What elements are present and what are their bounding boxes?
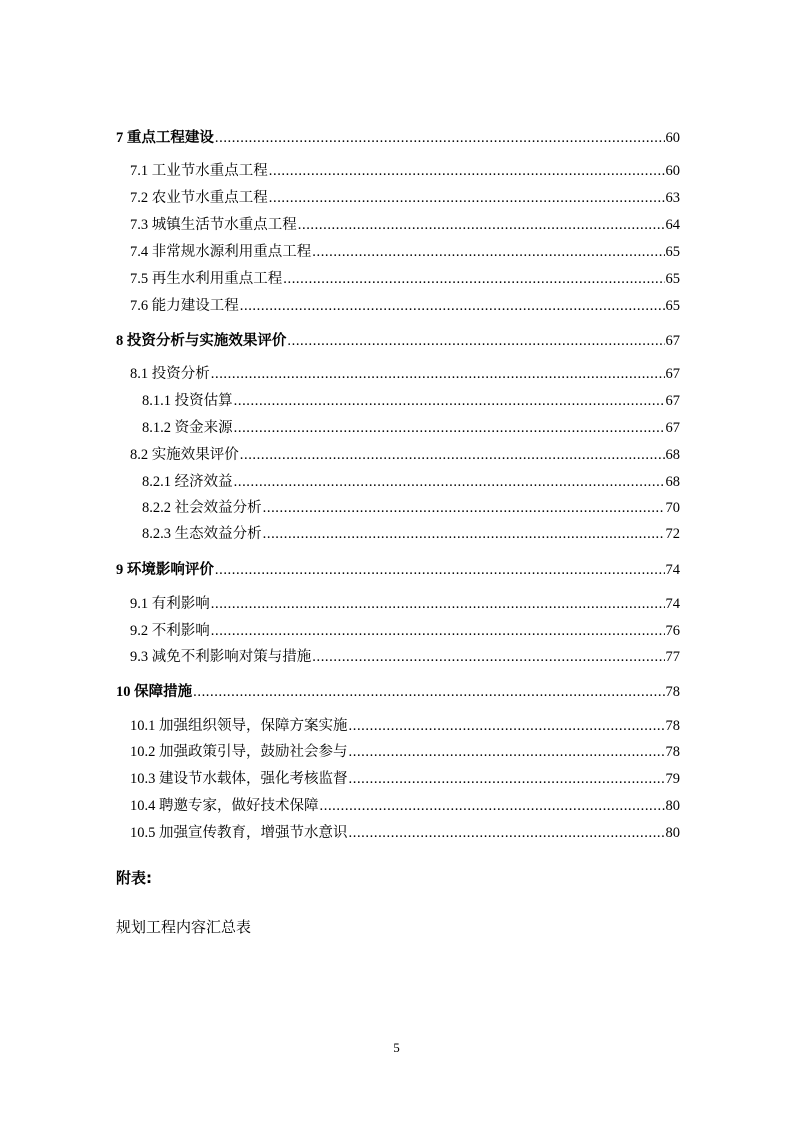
toc-entry-page: 67: [665, 420, 680, 436]
dot-leader: [312, 647, 664, 667]
toc-entry-title: 9.3 减免不利影响对策与措施: [130, 649, 312, 665]
toc-entry[interactable]: [116, 560, 680, 580]
page-number: 5: [393, 1040, 400, 1055]
toc-entry[interactable]: [130, 445, 680, 465]
toc-entry-page: 60: [665, 163, 680, 179]
appendix-item: 规划工程内容汇总表: [116, 918, 252, 936]
dot-leader: [349, 716, 665, 736]
toc-entry[interactable]: [116, 331, 680, 351]
dot-leader: [283, 269, 664, 289]
toc-entry[interactable]: [130, 188, 680, 208]
toc-entry[interactable]: [130, 242, 680, 262]
toc-entry-page: 78: [665, 684, 680, 700]
toc-entry-title: 7.2 农业节水重点工程: [130, 190, 268, 206]
toc-entry-title: 7.5 再生水利用重点工程: [130, 271, 283, 287]
dot-leader: [263, 524, 665, 544]
toc-entry-page: 68: [665, 474, 680, 490]
toc-entry[interactable]: [130, 215, 680, 235]
toc-entry[interactable]: [130, 769, 680, 789]
toc-entry-page: 60: [665, 130, 680, 146]
toc-entry-page: 65: [665, 271, 680, 287]
toc-entry[interactable]: [142, 472, 680, 492]
toc-entry-title: 8.2.3 生态效益分析: [142, 526, 262, 542]
toc-entry[interactable]: [130, 647, 680, 667]
dot-leader: [234, 391, 665, 411]
toc-entry-page: 68: [665, 447, 680, 463]
toc-entry-page: 67: [665, 393, 680, 409]
dot-leader: [269, 188, 665, 208]
toc-entry-page: 65: [665, 244, 680, 260]
toc-entry-title: 8 投资分析与实施效果评价: [116, 333, 287, 349]
toc-entry-page: 67: [665, 366, 680, 382]
toc-entry[interactable]: [130, 823, 680, 843]
dot-leader: [211, 364, 665, 384]
toc-entry[interactable]: [116, 682, 680, 702]
toc-entry-title: 7.3 城镇生活节水重点工程: [130, 217, 297, 233]
toc-entry-title: 8.1 投资分析: [130, 366, 210, 382]
toc-entry[interactable]: [130, 594, 680, 614]
toc-entry[interactable]: [130, 269, 680, 289]
toc-entry[interactable]: [142, 418, 680, 438]
toc-entry[interactable]: [130, 364, 680, 384]
dot-leader: [234, 418, 665, 438]
toc-entry-title: 7.1 工业节水重点工程: [130, 163, 268, 179]
toc-entry-title: 10.1 加强组织领导，保障方案实施: [130, 718, 348, 734]
toc-entry-title: 10.2 加强政策引导，鼓励社会参与: [130, 744, 348, 760]
toc-entry-title: 9 环境影响评价: [116, 562, 214, 578]
dot-leader: [240, 296, 665, 316]
dot-leader: [312, 242, 664, 262]
toc-entry-title: 8.1.1 投资估算: [142, 393, 233, 409]
toc-entry[interactable]: [130, 621, 680, 641]
dot-leader: [215, 560, 665, 580]
toc-entry-page: 64: [665, 217, 680, 233]
toc-entry-title: 10.3 建设节水载体，强化考核监督: [130, 771, 348, 787]
dot-leader: [269, 161, 665, 181]
toc-entry-page: 76: [665, 623, 680, 639]
toc-entry-title: 7.4 非常规水源利用重点工程: [130, 244, 312, 260]
dot-leader: [234, 472, 665, 492]
dot-leader: [349, 769, 665, 789]
toc-entry-title: 10.5 加强宣传教育，增强节水意识: [130, 825, 348, 841]
toc-entry[interactable]: [130, 296, 680, 316]
toc-entry-page: 74: [665, 596, 680, 612]
dot-leader: [349, 823, 665, 843]
toc-entry[interactable]: [130, 796, 680, 816]
toc-entry-title: 8.2 实施效果评价: [130, 447, 239, 463]
toc-entry[interactable]: [142, 524, 680, 544]
dot-leader: [211, 594, 665, 614]
toc-entry-page: 79: [665, 771, 680, 787]
toc-entry-title: 8.2.1 经济效益: [142, 474, 233, 490]
toc-entry-page: 78: [665, 718, 680, 734]
toc-entry-page: 78: [665, 744, 680, 760]
toc-entry-page: 72: [665, 526, 680, 542]
toc-entry-page: 80: [665, 825, 680, 841]
toc-entry-page: 74: [665, 562, 680, 578]
dot-leader: [349, 742, 665, 762]
toc-entry[interactable]: [130, 716, 680, 736]
toc-entry[interactable]: [142, 498, 680, 518]
toc-entry-title: 10 保障措施: [116, 684, 193, 700]
toc-entry-page: 77: [665, 649, 680, 665]
dot-leader: [211, 621, 665, 641]
toc-entry-title: 7.6 能力建设工程: [130, 298, 239, 314]
toc-entry[interactable]: [130, 742, 680, 762]
dot-leader: [320, 796, 665, 816]
toc-entry[interactable]: [142, 391, 680, 411]
toc-entry-title: 8.2.2 社会效益分析: [142, 500, 262, 516]
dot-leader: [193, 682, 664, 702]
toc-entry[interactable]: [130, 161, 680, 181]
toc-entry[interactable]: [116, 128, 680, 148]
toc-entry-page: 80: [665, 798, 680, 814]
toc-entry-title: 7 重点工程建设: [116, 130, 214, 146]
toc-entry-title: 9.2 不利影响: [130, 623, 210, 639]
toc-entry-title: 8.1.2 资金来源: [142, 420, 233, 436]
toc-entry-page: 63: [665, 190, 680, 206]
dot-leader: [287, 331, 664, 351]
toc-entry-title: 10.4 聘邀专家，做好技术保障: [130, 798, 319, 814]
dot-leader: [263, 498, 665, 518]
dot-leader: [240, 445, 665, 465]
appendix-heading: 附表:: [116, 869, 152, 887]
toc-entry-page: 65: [665, 298, 680, 314]
dot-leader: [298, 215, 665, 235]
dot-leader: [215, 128, 665, 148]
toc-entry-page: 67: [665, 333, 680, 349]
toc-entry-title: 9.1 有利影响: [130, 596, 210, 612]
toc-entry-page: 70: [665, 500, 680, 516]
